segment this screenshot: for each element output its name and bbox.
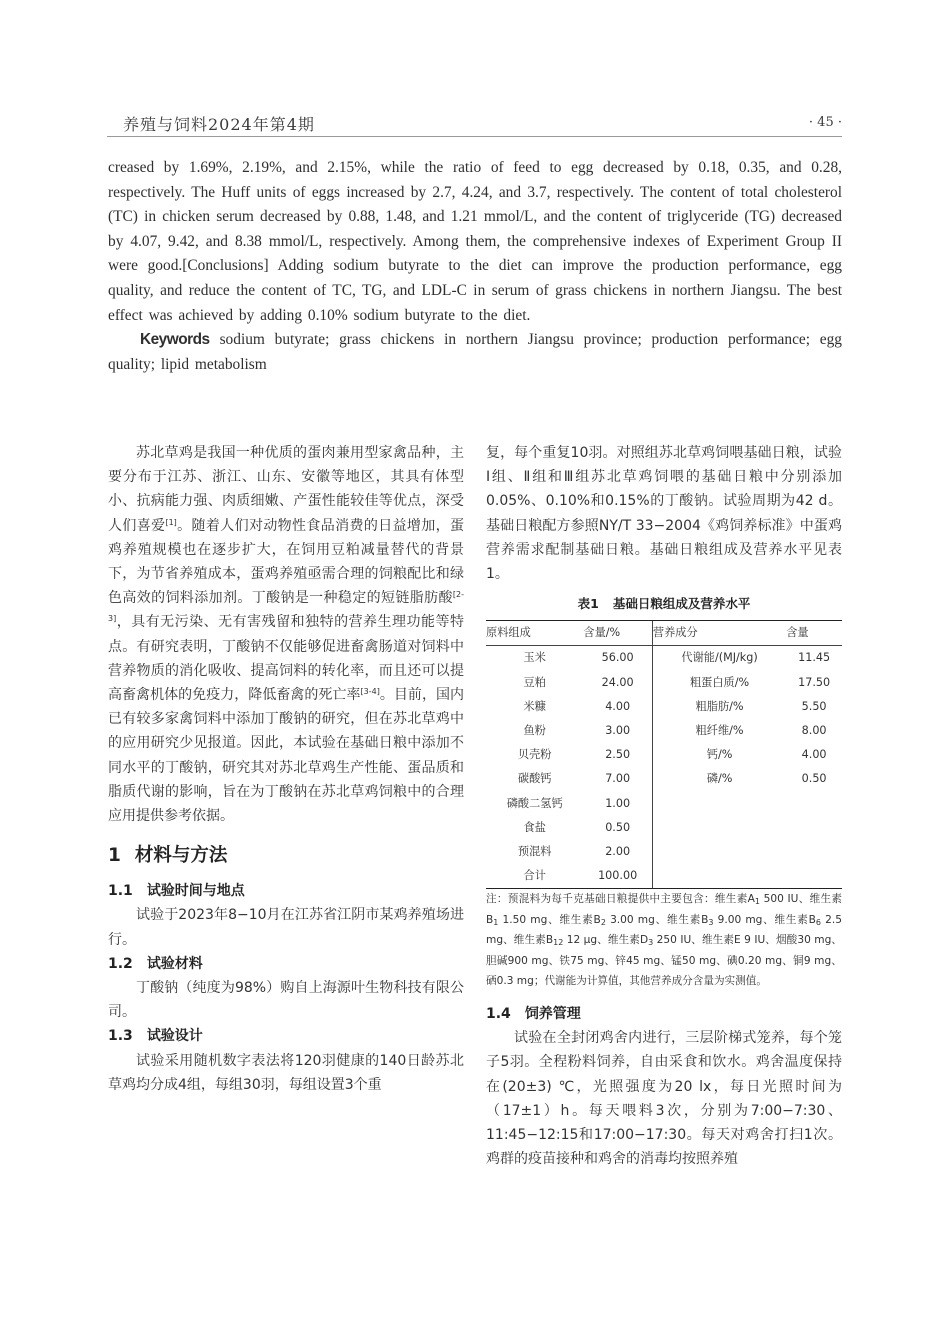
table-cell: 8.00: [801, 724, 827, 738]
right-column: [486, 441, 842, 1171]
table-cell: 豆粕: [523, 675, 546, 689]
table-cell: 贝壳粉: [517, 748, 552, 762]
table-cell: [786, 840, 842, 864]
table-row: [486, 646, 842, 671]
page-number: · 45 ·: [808, 115, 842, 130]
table-cell: 合计: [486, 864, 583, 889]
table-row: [486, 743, 842, 767]
abstract-block: [108, 156, 842, 377]
keywords-label: Keywords: [140, 331, 210, 349]
table-cell: [652, 840, 786, 864]
subsection-heading: 1.3 试验设计: [108, 1028, 203, 1045]
subsection-text: 丁酸钠（纯度为98%）购自上海源叶生物科技有限公司。: [108, 980, 464, 1021]
table-cell: [652, 816, 786, 840]
table-cell: 鱼粉: [523, 724, 546, 738]
table-cell: [652, 864, 786, 889]
table-cell: [652, 792, 786, 816]
subsection-text: 试验于2023年8−10月在江苏省江阴市某鸡养殖场进行。: [108, 907, 464, 948]
citation-ref: [1]: [165, 517, 177, 527]
subsection-heading: 1.1 试验时间与地点: [108, 883, 245, 900]
table-cell: 钙/%: [652, 743, 786, 767]
table-cell: 预混料: [517, 845, 552, 859]
table-cell: 食盐: [523, 820, 546, 834]
table-header-row: [486, 621, 842, 646]
table-cell: 4.00: [801, 748, 827, 762]
table-note: 注：预混料为每千克基础日粮提供中主要包含：维生素$A_1$ 500 IU、维生素$B_1$ 1.50 mg、维生素$B_2$ 3.00 mg、维生素$B_3$ 9.00 mg、维生素$B_6$ 2.5 mg、维生素$B_{12}$ 12 μg、维生素$D_3$ 250 IU、维生素E 9 IU、烟酸30 mg、胆碱900 mg、铁75 mg、锌45 mg、锰50 mg、碘0.20 mg、铜9 mg、硒0.3 mg；代谢能为计算值，其他营养成分含量为实测值。: [486, 893, 843, 988]
subsection-text: 试验在全封闭鸡舍内进行，三层阶梯式笼养，每个笼子5羽。全程粉料饲养，自由采食和饮水。鸡舍温度保持在(20±3) ℃，光照强度为20 lx，每日光照时间为（17±1）h。每天喂料3次，分别为7:00−7:30、11:45−12:15和17:00−17:30。每天对鸡舍打扫1次。鸡群的疫苗接种和鸡舍的消毒均按照养殖: [486, 1030, 842, 1168]
table-cell: [786, 816, 842, 840]
journal-title: 养殖与饲料2024年第4期: [123, 115, 315, 134]
table-cell: 粗蛋白质/%: [652, 671, 786, 695]
table-cell: [786, 792, 842, 816]
table-cell: 5.50: [801, 699, 827, 713]
table-row: [486, 792, 842, 816]
citation-ref: [2-3]: [108, 590, 464, 624]
subsection-heading: 1.2 试验材料: [108, 955, 203, 972]
diet-composition-table: [486, 620, 842, 889]
table-cell: 2.00: [605, 845, 631, 859]
table-row: [486, 695, 842, 719]
table-header-cell: 原料组成: [486, 621, 583, 646]
table-row: [486, 767, 842, 791]
table-cell: 0.50: [605, 820, 631, 834]
subsection-heading: 1.4 饲养管理: [486, 1005, 581, 1022]
table-row: [486, 816, 842, 840]
table-cell: 米糠: [523, 699, 546, 713]
table-cell: 11.45: [798, 651, 831, 665]
table-row: [486, 719, 842, 743]
table-cell: 100.00: [583, 864, 652, 889]
table-cell: 代谢能/(MJ/kg): [652, 646, 786, 671]
subsection-text-continued: 复，每个重复10羽。对照组苏北草鸡饲喂基础日粮，试验Ⅰ组、Ⅱ组和Ⅲ组苏北草鸡饲喂的基础日粮中分别添加0.05%、0.10%和0.15%的丁酸钠。试验周期为42 d。基础日粮配方参照NY/T 33−2004《鸡饲养标准》中蛋鸡营养需求配制基础日粮。基础日粮组成及营养水平见表1。: [486, 445, 842, 583]
intro-paragraph: 苏北草鸡是我国一种优质的蛋肉兼用型家禽品种，主要分布于江苏、浙江、山东、安徽等地区，其具有体型小、抗病能力强、肉质细嫩、产蛋性能较佳等优点，深受人们喜爱[1]。随着人们对动物性食品消费的日益增加，蛋鸡养殖规模也在逐步扩大，在饲用豆粕减量替代的背景下，为节省养殖成本，蛋鸡养殖亟需合理的饲粮配比和绿色高效的饲料添加剂。丁酸钠是一种稳定的短链脂肪酸[2-3]，具有无污染、无有害残留和独特的营养生理功能等特点。有研究表明，丁酸钠不仅能够促进畜禽肠道对饲料中营养物质的消化吸收、提高饲料的转化率，而且还可以提高畜禽机体的免疫力，降低畜禽的死亡率[3-4]。目前，国内已有较多家禽饲料中添加丁酸钠的研究，但在苏北草鸡中的应用研究少见报道。因此，本试验在基础日粮中添加不同水平的丁酸钠，研究其对苏北草鸡生产性能、蛋品质和脂质代谢的影响，旨在为丁酸钠在苏北草鸡饲粮中的合理应用提供参考依据。: [108, 445, 465, 825]
table-row: [486, 671, 842, 695]
table-cell: 磷/%: [652, 767, 786, 791]
table-cell: 24.00: [601, 675, 634, 689]
table-header-cell: 含量: [786, 621, 842, 646]
header-divider: [107, 136, 842, 137]
citation-ref: [3-4]: [360, 687, 380, 697]
subsection-text: 试验采用随机数字表法将120羽健康的140日龄苏北草鸡均分成4组，每组30羽，每组设置3个重: [108, 1052, 464, 1093]
table-header-cell: 营养成分: [652, 621, 786, 646]
table-cell: 粗脂肪/%: [652, 695, 786, 719]
table-cell: 7.00: [605, 772, 631, 786]
table-cell: 0.50: [801, 772, 827, 786]
table-cell: [786, 864, 842, 889]
table-cell: 4.00: [605, 699, 631, 713]
table-cell: 碳酸钙: [517, 772, 552, 786]
table-caption: 表1 基础日粮组成及营养水平: [577, 596, 751, 612]
abstract-text: creased by 1.69%, 2.19%, and 2.15%, while the ratio of feed to egg decreased by 0.18, 0.35, and 0.28, respectively. The Huff units of eggs increased by 2.7, 4.24, and 3.7, respectively. The content of total cholesterol (TC) in chicken serum decreased by 0.88, 1.48, and 1.21 mmol/L, and the content of triglyceride (TG) decreased by 4.07, 9.42, and 8.38 mmol/L, respectively. Among them, the comprehensive indexes of Experiment Group II were good.[Conclusions] Adding sodium butyrate to the diet can improve the production performance, egg quality, and reduce the content of TC, TG, and LDL-C in serum of grass chickens in northern Jiangsu. The best effect was achieved by adding 0.10% sodium butyrate to the diet.: [108, 159, 842, 324]
table-cell: 玉米: [523, 651, 546, 665]
table-cell: 2.50: [605, 748, 631, 762]
table-cell: 17.50: [798, 675, 831, 689]
table-cell: 56.00: [601, 651, 634, 665]
keywords-line: [108, 328, 842, 377]
table-cell: 1.00: [605, 796, 631, 810]
table-cell: 磷酸二氢钙: [506, 796, 563, 810]
table-cell: 粗纤维/%: [652, 719, 786, 743]
table-cell: 3.00: [605, 724, 631, 738]
left-column: [108, 441, 464, 1097]
keywords-text: sodium butyrate; grass chickens in northern Jiangsu province; production performance; egg quality; lipid metabolism: [108, 331, 842, 373]
section-heading: 1 材料与方法: [108, 845, 228, 867]
table-header-cell: 含量/%: [583, 621, 652, 646]
table-row: [486, 840, 842, 864]
table-row: [486, 864, 842, 889]
